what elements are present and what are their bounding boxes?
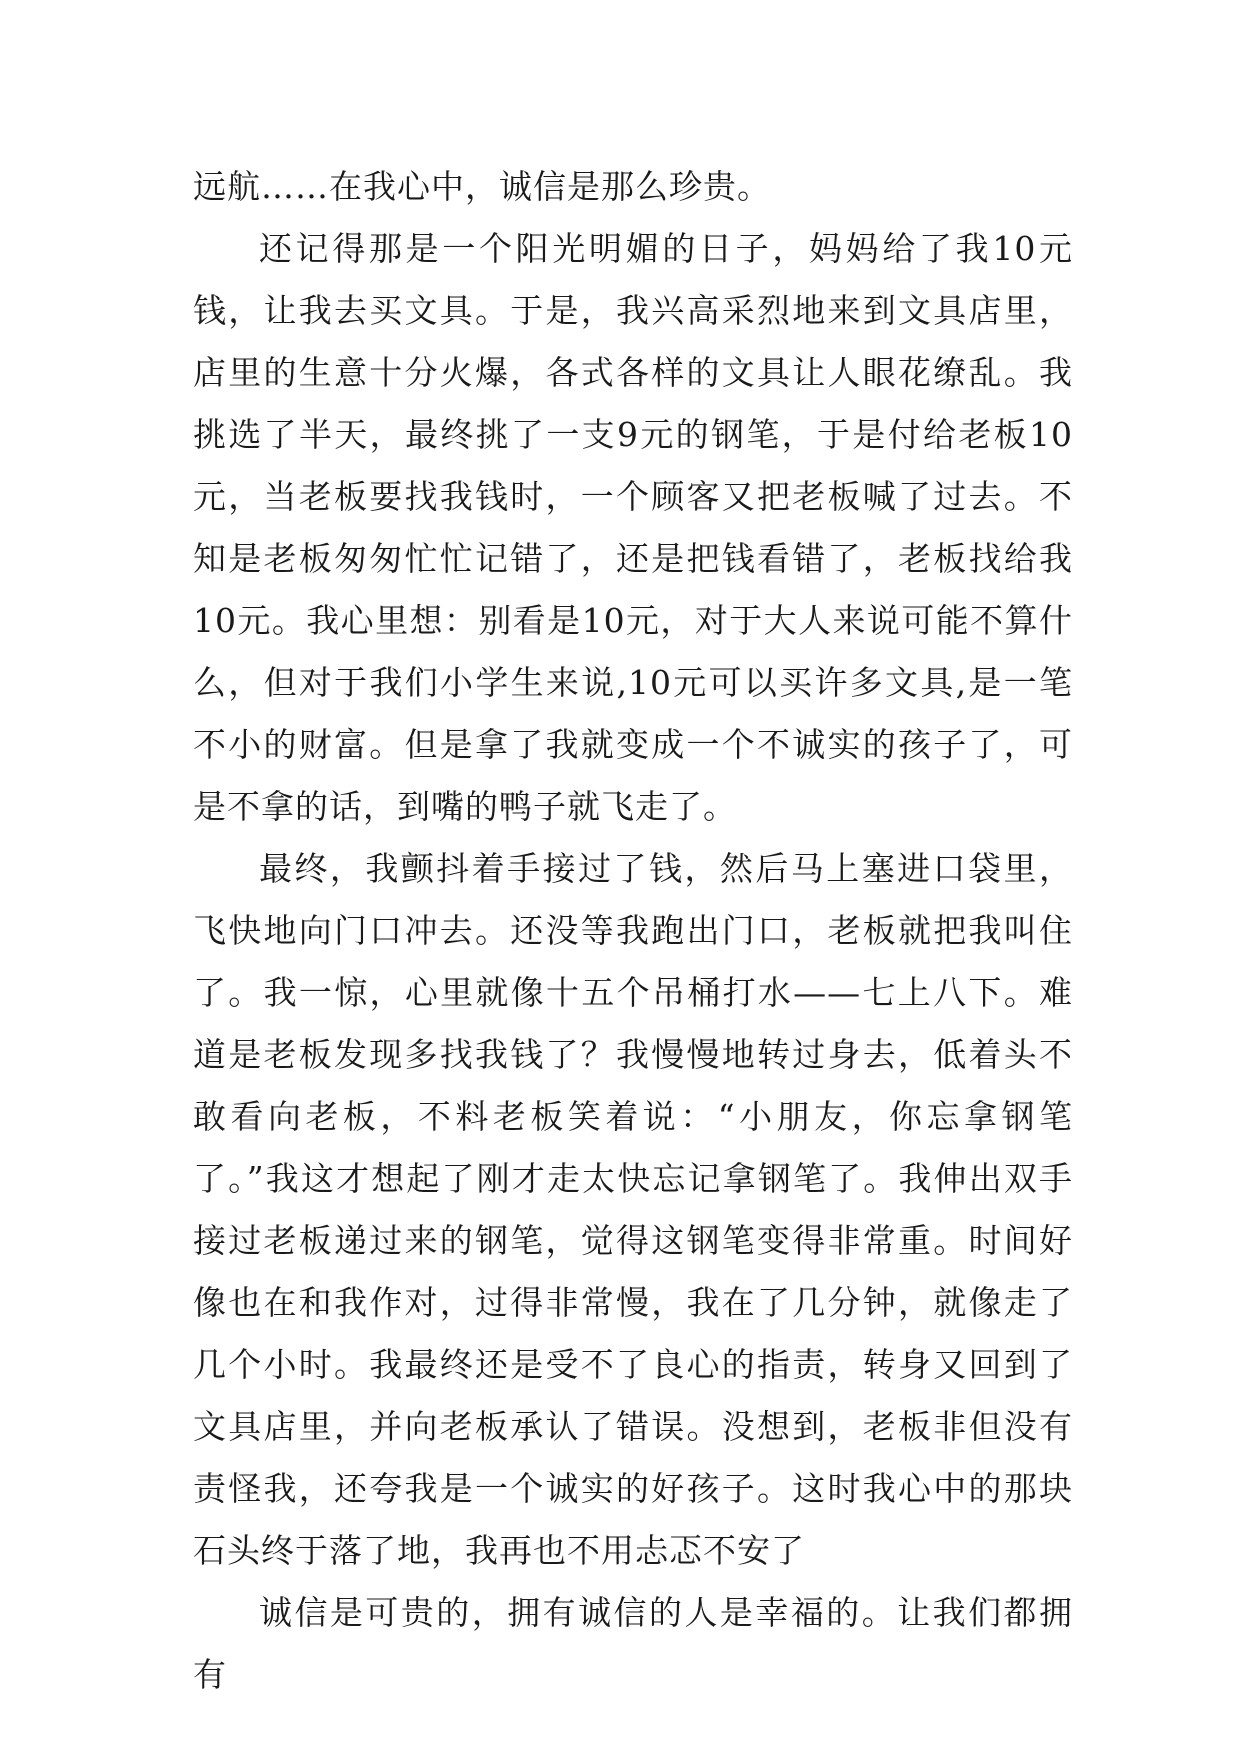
essay-body [193, 156, 1073, 1706]
paragraph-conclusion: 诚信是可贵的，拥有诚信的人是幸福的。让我们都拥有 [193, 1593, 1073, 1694]
paragraph-continuation: 远航……在我心中，诚信是那么珍贵。 [193, 167, 771, 206]
paragraph-returning-money: 最终，我颤抖着手接过了钱，然后马上塞进口袋里，飞快地向门口冲去。还没等我跑出门口，老板就把我叫住了。我一惊，心里就像十五个吊桶打水——七上八下。难道是老板发现多找我钱了？我慢慢地转过身去，低着头不敢看向老板，不料老板笑着说：“小朋友，你忘拿钢笔了。”我这才想起了刚才走太快忘记拿钢笔了。我伸出双手接过老板递过来的钢笔，觉得这钢笔变得非常重。时间好像也在和我作对，过得非常慢，我在了几分钟，就像走了几个小时。我最终还是受不了良心的指责，转身又回到了文具店里，并向老板承认了错误。没想到，老板非但没有责怪我，还夸我是一个诚实的好孩子。这时我心中的那块石头终于落了地，我再也不用忐忑不安了 [193, 849, 1073, 1570]
paragraph-buying-stationery: 还记得那是一个阳光明媚的日子，妈妈给了我10元钱，让我去买文具。于是，我兴高采烈地来到文具店里，店里的生意十分火爆，各式各样的文具让人眼花缭乱。我挑选了半天，最终挑了一支9元的钢笔，于是付给老板10元，当老板要找我钱时，一个顾客又把老板喊了过去。不知是老板匆匆忙忙记错了，还是把钱看错了，老板找给我10元。我心里想：别看是10元，对于大人来说可能不算什么，但对于我们小学生来说,10元可以买许多文具,是一笔不小的财富。但是拿了我就变成一个不诚实的孩子了，可是不拿的话，到嘴的鸭子就飞走了。 [193, 229, 1073, 826]
